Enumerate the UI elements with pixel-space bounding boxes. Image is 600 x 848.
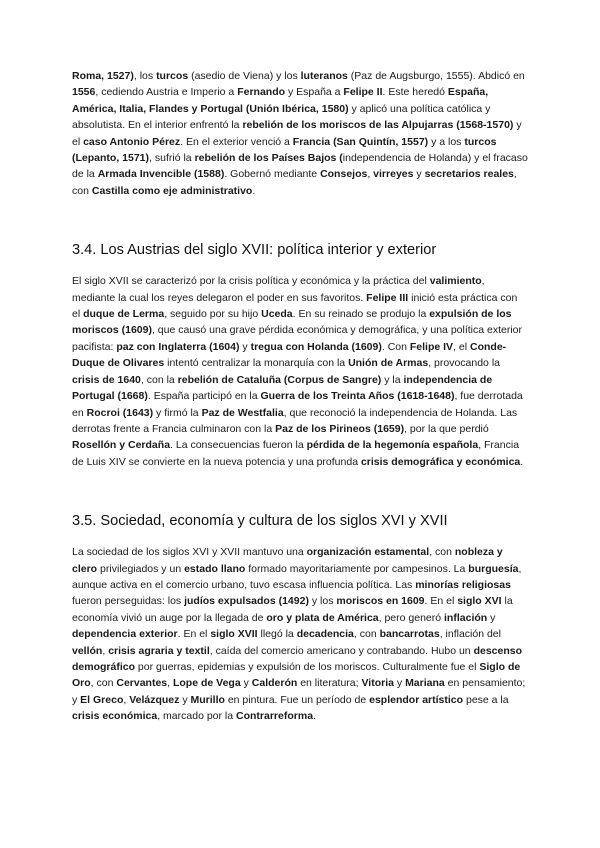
- bold-term: Castilla como eje administrativo: [91, 184, 253, 197]
- bold-term: Fernando: [237, 86, 286, 99]
- bold-term: dependencia exterior: [72, 628, 178, 641]
- bold-term: tregua con Holanda (1609): [250, 340, 382, 353]
- bold-term: caso Antonio Pérez: [83, 135, 181, 148]
- bold-term: Cervantes: [116, 677, 168, 690]
- bold-term: Velázquez: [129, 693, 180, 706]
- bold-term: rebelión de los Países Bajos (: [194, 152, 343, 165]
- bold-term: nobleza y clero: [72, 546, 503, 575]
- bold-term: siglo XVII: [210, 628, 258, 641]
- bold-term: Unión de Armas: [348, 357, 429, 370]
- bold-term: rebelión de los moriscos de las Alpujarras (1568-1570): [242, 119, 514, 132]
- bold-term: valimiento: [429, 275, 482, 288]
- bold-term: luteranos: [300, 70, 348, 82]
- bold-term: Paz de Westfalia: [201, 406, 284, 419]
- bold-term: turcos (Lepanto, 1571): [72, 135, 497, 165]
- bold-term: Lope de Vega: [172, 677, 241, 690]
- bold-term: Guerra de los Treinta Años (1618-1648): [260, 390, 455, 403]
- bold-term: pérdida de la hegemonía española: [306, 439, 479, 452]
- bold-term: Felipe III: [366, 291, 409, 304]
- bold-term: paz con Inglaterra (1604): [116, 340, 240, 353]
- bold-term: independencia de Portugal (1668): [72, 373, 493, 403]
- bold-term: inflación: [444, 611, 488, 624]
- bold-term: Murillo: [190, 693, 225, 706]
- bold-term: Rosellón y Cerdaña: [72, 439, 171, 452]
- bold-term: Calderón: [251, 677, 298, 690]
- bold-term: secretarios reales: [424, 168, 514, 181]
- bold-term: moriscos en 1609: [336, 595, 425, 608]
- paragraph-felipe-ii: Roma, 1527), los turcos (asedio de Viena) y los luteranos (Paz de Augsburgo, 1555). Abdicó en 1556, cediendo Austria e Imperio a Fernando y España a Felipe II. Este heredó España, América, Italia, Flandes y Portugal (Unión Ibérica, 1580) y aplicó una política católica y absolutista. En el interior enfrentó la rebelión de los moriscos de las Alpujarras (1568-1570) y el caso Antonio Pérez. En el exterior venció a Francia (San Quintín, 1557) y a los turcos (Lepanto, 1571), sufrió la rebelión de los Países Bajos (independencia de Holanda) y el fracaso de la Armada Invencible (1588). Gobernó mediante Consejos, virreyes y secretarios reales, con Castilla como eje administrativo.: [72, 70, 528, 197]
- bold-term: virreyes: [373, 168, 414, 181]
- bold-term: Mariana: [405, 677, 445, 690]
- bold-term: Siglo de Oro: [72, 660, 521, 690]
- bold-term: organización estamental: [306, 546, 430, 559]
- bold-term: Rocroi (1643): [86, 406, 154, 419]
- bold-term: Conde-Duque de Olivares: [72, 340, 507, 370]
- bold-term: burguesía: [468, 562, 519, 575]
- bold-term: rebelión de Cataluña (Corpus de Sangre): [177, 373, 382, 386]
- bold-term: Armada Invencible (1588): [97, 168, 225, 181]
- section-heading-3-4: 3.4. Los Austrias del siglo XVII: política interior y exterior: [72, 242, 437, 259]
- bold-term: expulsión de los moriscos (1609): [72, 308, 512, 337]
- bold-term: crisis de 1640: [72, 373, 141, 386]
- bold-term: Uceda: [261, 308, 293, 321]
- bold-term: siglo XVI: [457, 595, 502, 608]
- bold-term: España, América, Italia, Flandes y Portugal (Unión Ibérica, 1580): [72, 86, 489, 115]
- bold-term: esplendor artístico: [369, 693, 464, 706]
- bold-term: Consejos: [320, 168, 368, 181]
- paragraph-austrias-xvii: El siglo XVII se caracterizó por la crisis política y económica y la práctica del valimiento, mediante la cual los reyes delegaron el poder en sus favoritos. Felipe III inició esta práctica con el duque de Lerma, seguido por su hijo Uceda. En su reinado se produjo la expulsión de los moriscos (1609), que causó una grave pérdida económica y demográfica, y una política exterior pacifista: paz con Inglaterra (1604) y tregua con Holanda (1609). Con Felipe IV, el Conde-Duque de Olivares intentó centralizar la monarquía con la Unión de Armas, provocando la crisis de 1640, con la rebelión de Cataluña (Corpus de Sangre) y la independencia de Portugal (1668). España participó en la Guerra de los Treinta Años (1618-1648), fue derrotada en Rocroi (1643) y firmó la Paz de Westfalia, que reconoció la independencia de Holanda. Las derrotas frente a Francia culminaron con la Paz de los Pirineos (1659), por la que perdió Rosellón y Cerdaña. La consecuencias fueron la pérdida de la hegemonía española, Francia de Luis XIV se convierte en la nueva potencia y una profunda crisis demográfica y económica.: [72, 275, 524, 468]
- bold-term: Paz de los Pirineos (1659): [275, 422, 405, 435]
- bold-term: crisis económica: [72, 710, 158, 723]
- bold-term: crisis agraria y textil: [108, 644, 210, 657]
- bold-term: Vitoria: [361, 677, 394, 690]
- bold-term: Contrarreforma: [236, 710, 314, 723]
- paragraph-sociedad-economia-cultura: La sociedad de los siglos XVI y XVII mantuvo una organización estamental, con nobleza y clero privilegiados y un estado llano formado mayoritariamente por campesinos. La burguesía, aunque activa en el comercio urbano, tuvo escasa influencia política. Las minorías religiosas fueron perseguidas: los judíos expulsados (1492) y los moriscos en 1609. En el siglo XVI la economía vivió un auge por la llegada de oro y plata de América, pero generó inflación y dependencia exterior. En el siglo XVII llegó la decadencia, con bancarrotas, inflación del vellón, crisis agraria y textil, caída del comercio americano y contrabando. Hubo un descenso demográfico por guerras, epidemias y expulsión de los moriscos. Culturalmente fue el Siglo de Oro, con Cervantes, Lope de Vega y Calderón en literatura; Vitoria y Mariana en pensamiento; y El Greco, Velázquez y Murillo en pintura. Fue un período de esplendor artístico pese a la crisis económica, marcado por la Contrarreforma.: [72, 546, 526, 723]
- bold-term: descenso demográfico: [72, 644, 523, 673]
- bold-term: bancarrotas: [379, 628, 440, 641]
- bold-term: Francia (San Quintín, 1557): [292, 135, 429, 148]
- bold-term: El Greco: [80, 693, 124, 706]
- bold-term: Felipe IV: [409, 340, 454, 353]
- bold-term: 1556: [72, 86, 96, 99]
- bold-term: decadencia: [296, 628, 354, 641]
- bold-term: turcos: [156, 70, 189, 82]
- section-heading-3-5: 3.5. Sociedad, economía y cultura de los siglos XVI y XVII: [72, 513, 448, 530]
- bold-term: crisis demográfica y económica: [360, 455, 521, 468]
- bold-term: duque de Lerma: [83, 308, 165, 321]
- bold-term: Felipe II: [343, 86, 383, 99]
- bold-term: oro y plata de América: [266, 611, 379, 624]
- bold-term: estado llano: [184, 562, 246, 575]
- bold-term: vellón: [72, 644, 103, 657]
- bold-term: Roma, 1527): [72, 70, 134, 82]
- bold-term: judíos expulsados (1492): [184, 595, 309, 608]
- bold-term: minorías religiosas: [415, 578, 511, 591]
